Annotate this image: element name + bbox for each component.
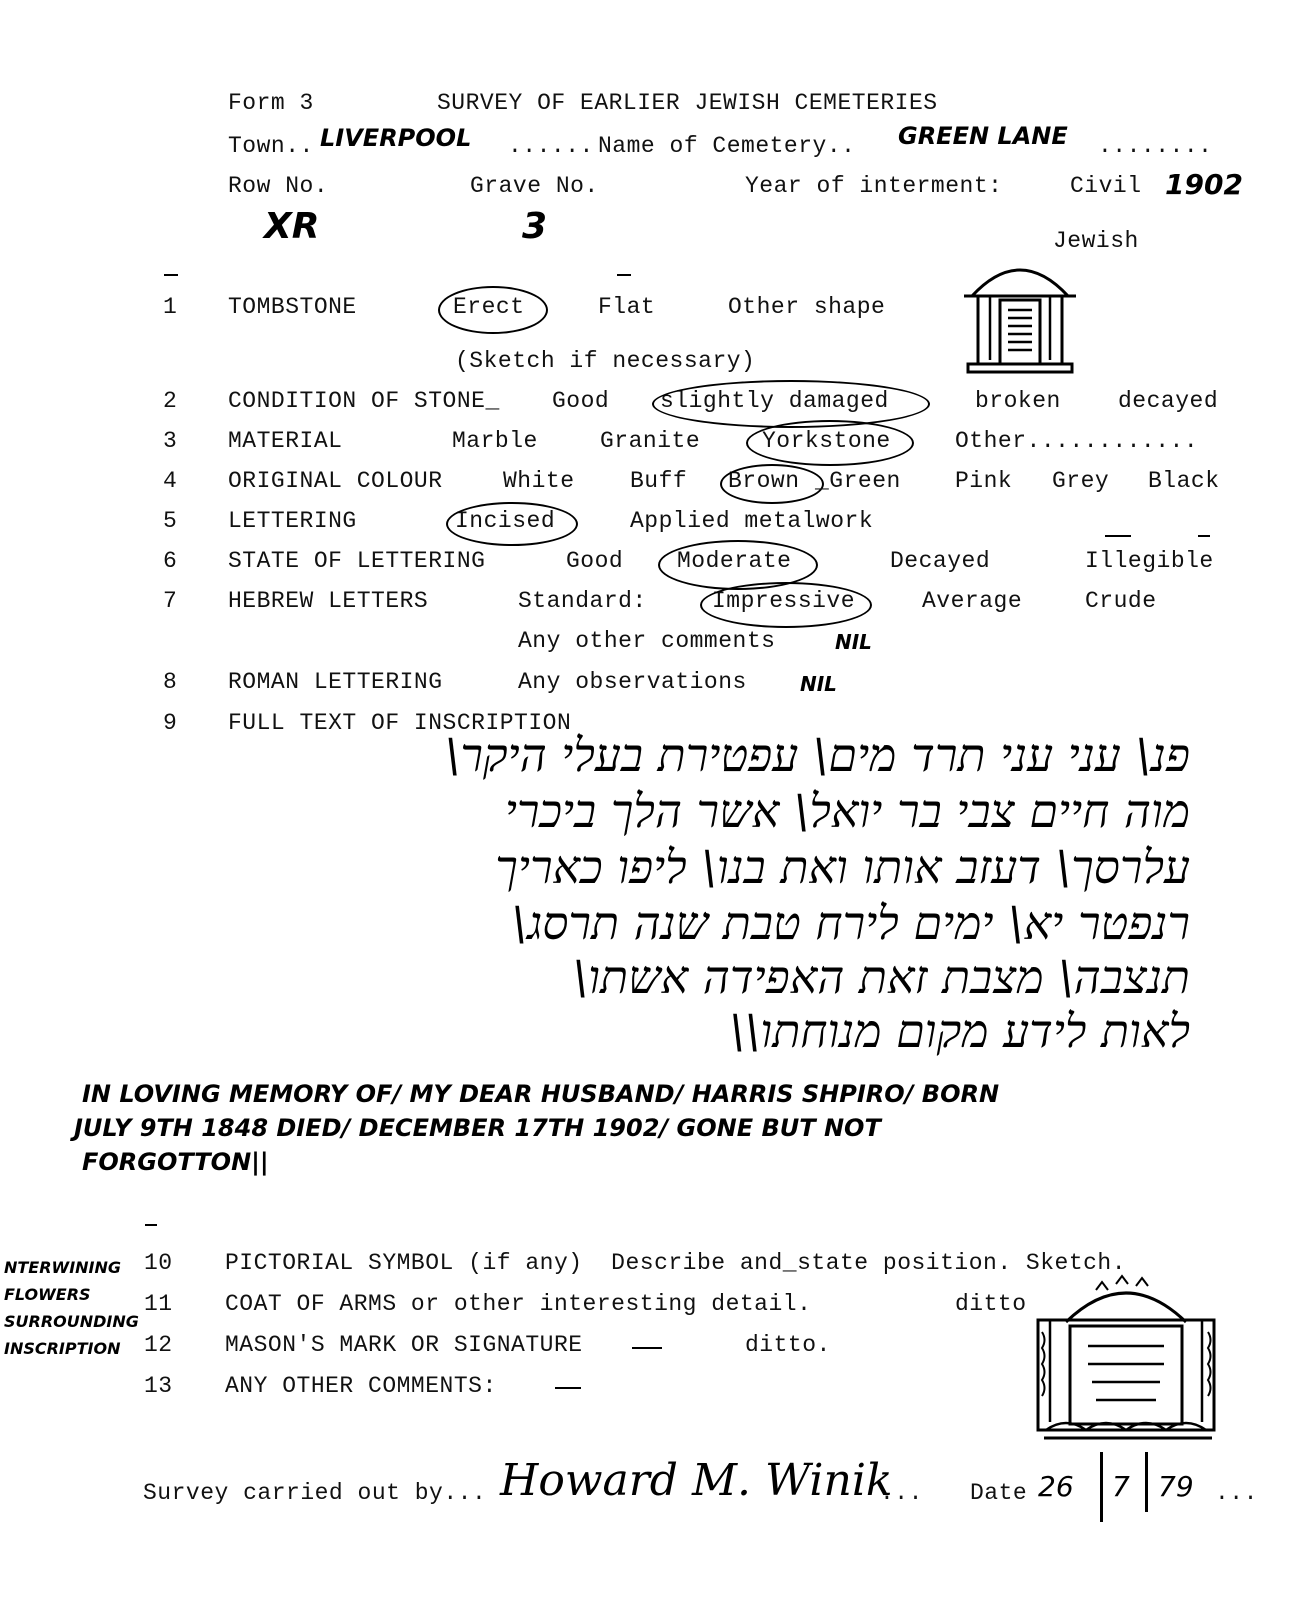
margin-note-line: SURROUNDING — [4, 1312, 139, 1331]
civil-year: 1902 — [1165, 168, 1243, 201]
option-illegible: Illegible — [1085, 548, 1214, 574]
selection-circle — [746, 420, 914, 466]
item-number: 9 — [163, 710, 178, 736]
town-label: Town.. — [228, 133, 314, 159]
option-good: Good — [552, 388, 610, 414]
ditto-text: ditto — [955, 1291, 1027, 1317]
grave-value: 3 — [522, 206, 548, 247]
tick-mark — [1105, 535, 1131, 537]
date-separator — [1100, 1452, 1103, 1522]
option-pink: Pink — [955, 468, 1013, 494]
item-number: 6 — [163, 548, 178, 574]
inscription-hebrew-line: פנ\ עני עני תרד מים\ עפטירת בעלי היקר\ — [444, 728, 1190, 782]
headstone-sketch-icon — [1036, 1272, 1220, 1452]
item-number: 2 — [163, 388, 178, 414]
item-number: 5 — [163, 508, 178, 534]
option-incised: Incised — [455, 508, 556, 534]
option-granite: Granite — [600, 428, 701, 454]
option-yorkstone: Yorkstone — [762, 428, 891, 454]
option-green: _Green — [815, 468, 901, 494]
jewish-label: Jewish — [1053, 228, 1139, 254]
item-number: 11 — [144, 1291, 173, 1317]
comments-value: NIL — [835, 630, 872, 654]
state-label: STATE OF LETTERING — [228, 548, 486, 574]
option-flat: Flat — [598, 294, 656, 320]
item-number: 4 — [163, 468, 178, 494]
tombstone-label: TOMBSTONE — [228, 294, 357, 320]
inscription-hebrew-line: עלרסך\ דעזב אותו ואת בנו\ ליפו כאריך — [495, 840, 1190, 894]
town-dots: ...... — [508, 133, 594, 159]
item-number: 13 — [144, 1373, 173, 1399]
row-value: XR — [264, 206, 320, 247]
option-moderate: Moderate — [677, 548, 792, 574]
date-year: 79 — [1158, 1470, 1194, 1503]
inscription-english-line: JULY 9TH 1848 DIED/ DECEMBER 17TH 1902/ GONE BUT NOT — [74, 1114, 881, 1142]
town-value: LIVERPOOL — [320, 124, 472, 152]
row-label: Row No. — [228, 173, 329, 199]
option-other: Other............ — [955, 428, 1199, 454]
cemetery-dots: ........ — [1098, 133, 1213, 159]
item-number: 7 — [163, 588, 178, 614]
dash-mark — [555, 1387, 581, 1389]
option-crude: Crude — [1085, 588, 1157, 614]
margin-note-line: NTERWINING — [4, 1258, 122, 1277]
any-other-label: ANY OTHER COMMENTS: — [225, 1373, 497, 1399]
option-buff: Buff — [630, 468, 688, 494]
dash-mark — [632, 1347, 662, 1349]
coat-label: COAT OF ARMS or other interesting detail. — [225, 1291, 812, 1317]
selection-circle — [720, 464, 824, 504]
date-separator — [1145, 1452, 1148, 1512]
mason-label: MASON'S MARK OR SIGNATURE — [225, 1332, 583, 1358]
item-number: 1 — [163, 294, 178, 320]
date-dots: ... — [1215, 1480, 1258, 1506]
tick-mark — [164, 274, 178, 276]
option-erect: Erect — [453, 294, 525, 320]
selection-circle — [652, 380, 930, 428]
date-label: Date — [970, 1480, 1028, 1506]
pictorial-label: PICTORIAL SYMBOL (if any) Describe and_state position. Sketch. — [225, 1250, 1127, 1276]
lettering-label: LETTERING — [228, 508, 357, 534]
tick-mark — [617, 274, 631, 276]
inscription-hebrew-line: רנפטר יא\ ימים לירח טבת שנה תרסג\ — [511, 896, 1190, 950]
standard-label: Standard: — [518, 588, 647, 614]
option-good: Good — [566, 548, 624, 574]
date-day: 26 — [1038, 1470, 1074, 1503]
civil-label: Civil — [1070, 173, 1142, 199]
option-marble: Marble — [452, 428, 538, 454]
ditto-text: ditto. — [745, 1332, 831, 1358]
surveyor-signature: Howard M. Winik — [500, 1455, 893, 1506]
selection-circle — [446, 502, 578, 546]
survey-dots: ... — [880, 1480, 923, 1506]
colour-label: ORIGINAL COLOUR — [228, 468, 443, 494]
full-text-label: FULL TEXT OF INSCRIPTION — [228, 710, 572, 736]
sketch-note: (Sketch if necessary) — [455, 348, 756, 374]
selection-circle — [438, 286, 548, 334]
observations-value: NIL — [800, 672, 837, 696]
item-number: 12 — [144, 1332, 173, 1358]
form-title: SURVEY OF EARLIER JEWISH CEMETERIES — [437, 90, 938, 116]
inscription-hebrew-line: תנצבה\ מצבת זאת האפידה אשתו\ — [572, 950, 1190, 1004]
roman-label: ROMAN LETTERING — [228, 669, 443, 695]
option-decayed: Decayed — [890, 548, 991, 574]
option-broken: broken — [975, 388, 1061, 414]
option-impressive: Impressive — [712, 588, 856, 614]
observations-label: Any observations — [518, 669, 747, 695]
selection-circle — [700, 582, 872, 628]
option-slightly-damaged: slightly damaged — [660, 388, 889, 414]
grave-label: Grave No. — [470, 173, 599, 199]
option-white: White — [503, 468, 575, 494]
option-average: Average — [922, 588, 1023, 614]
margin-note-line: INSCRIPTION — [4, 1339, 121, 1358]
option-applied: Applied metalwork — [630, 508, 874, 534]
survey-label: Survey carried out by... — [143, 1480, 487, 1506]
inscription-english-line: IN LOVING MEMORY OF/ MY DEAR HUSBAND/ HARRIS SHPIRO/ BORN — [82, 1080, 1000, 1108]
option-decayed: decayed — [1118, 388, 1219, 414]
hebrew-label: HEBREW LETTERS — [228, 588, 429, 614]
material-label: MATERIAL — [228, 428, 343, 454]
date-month: 7 — [1112, 1470, 1130, 1503]
tombstone-sketch-icon — [960, 256, 1080, 396]
cemetery-value: GREEN LANE — [898, 122, 1068, 150]
item-number: 10 — [144, 1250, 173, 1276]
item-number: 8 — [163, 669, 178, 695]
inscription-hebrew-line: לאות לידע מקום מנוחתו\\ — [729, 1004, 1190, 1058]
option-grey: Grey — [1052, 468, 1110, 494]
tick-mark — [145, 1224, 157, 1226]
option-other-shape: Other shape — [728, 294, 886, 320]
inscription-english-line: FORGOTTON|| — [82, 1148, 269, 1176]
inscription-hebrew-line: מוה חיים צבי בר יואל\ אשר הלך ביכרי — [504, 784, 1190, 838]
margin-note-line: FLOWERS — [4, 1285, 91, 1304]
year-label: Year of interment: — [745, 173, 1003, 199]
comments-label: Any other comments — [518, 628, 776, 654]
option-black: Black — [1148, 468, 1220, 494]
condition-label: CONDITION OF STONE_ — [228, 388, 500, 414]
option-brown: Brown — [728, 468, 800, 494]
cemetery-label: Name of Cemetery.. — [598, 133, 856, 159]
item-number: 3 — [163, 428, 178, 454]
tick-mark — [1198, 535, 1210, 537]
form-number: Form 3 — [228, 90, 314, 116]
